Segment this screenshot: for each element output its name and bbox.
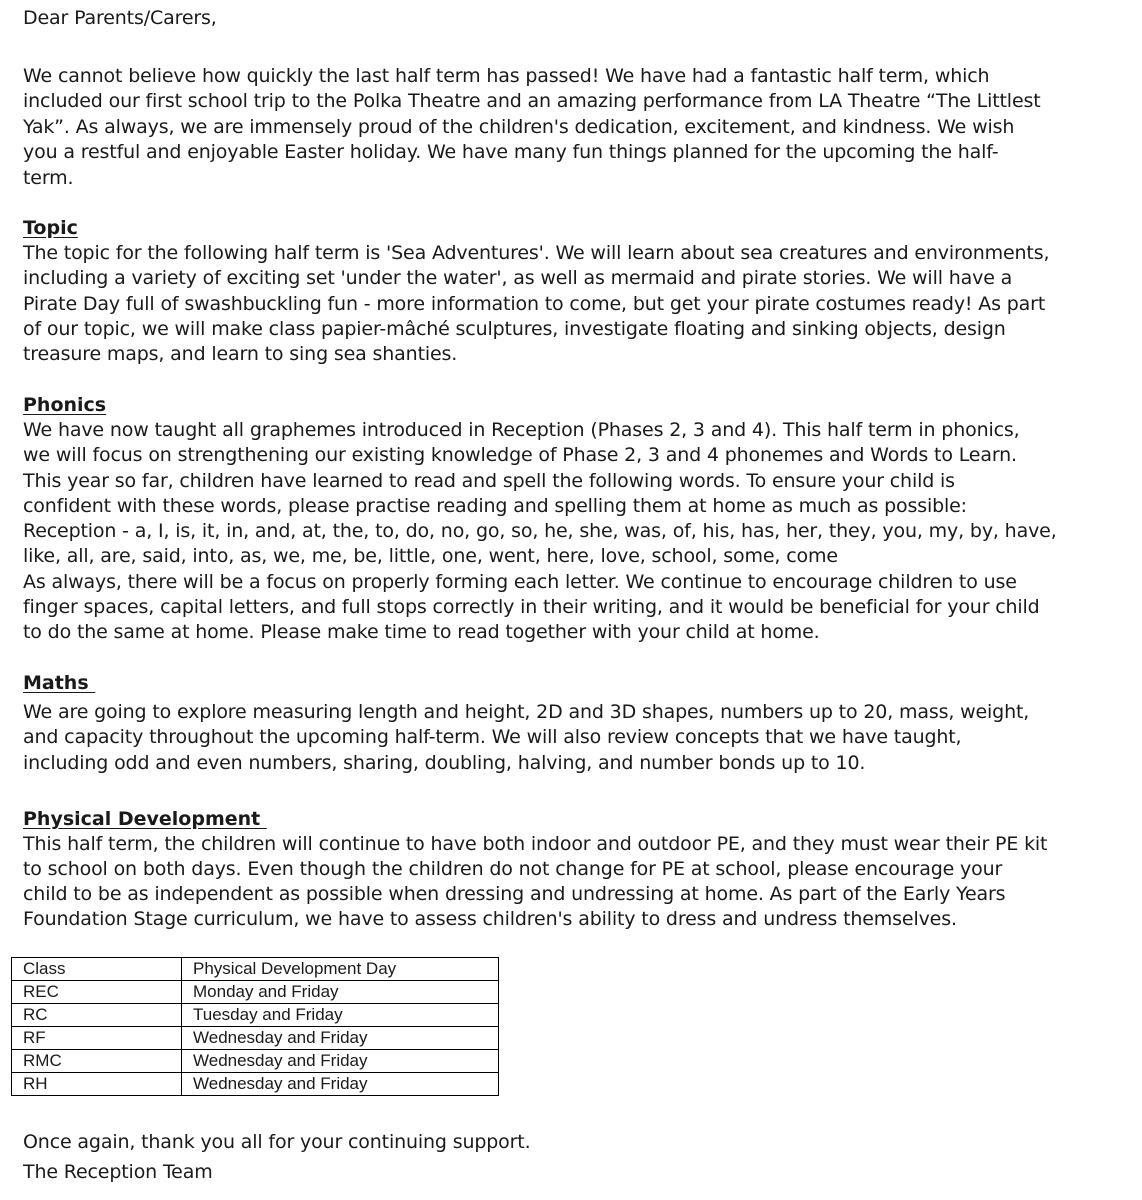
table-cell-class: RC (12, 1004, 182, 1027)
table-row (12, 1004, 499, 1027)
topic-line: of our topic, we will make class papier-mâché sculptures, investigate floating and sinking objects, design (23, 318, 1006, 340)
table-row (12, 981, 499, 1004)
phonics-line: This year so far, children have learned to read and spell the following words. To ensure your child is (23, 470, 955, 492)
physical-development-line: child to be as independent as possible when dressing and undressing at home. As part of the Early Years (23, 883, 1006, 905)
table-row (12, 1073, 499, 1096)
greeting: Dear Parents/Carers, (23, 7, 217, 29)
table-header-row (12, 958, 499, 981)
topic-line: The topic for the following half term is 'Sea Adventures'. We will learn about sea creatures and environments, (23, 242, 1050, 264)
intro-line: included our first school trip to the Polka Theatre and an amazing performance from LA Theatre “The Littlest (23, 90, 1041, 112)
intro-line: Yak”. As always, we are immensely proud of the children's dedication, excitement, and kindness. We wish (23, 116, 1015, 138)
topic-line: treasure maps, and learn to sing sea shanties. (23, 343, 458, 365)
intro-line: We cannot believe how quickly the last half term has passed! We have had a fantastic half term, which (23, 65, 990, 87)
phonics-line: confident with these words, please practise reading and spelling them at home as much as possible: (23, 495, 967, 517)
closing-thanks: Once again, thank you all for your continuing support. (23, 1131, 531, 1153)
table-row (12, 1027, 499, 1050)
table-cell-class: REC (12, 981, 182, 1004)
table-cell-class: RH (12, 1073, 182, 1096)
phonics-word-list: like, all, are, said, into, as, we, me, be, little, one, went, here, love, school, some, come (23, 545, 838, 567)
pe-schedule-table (11, 957, 499, 1096)
table-cell-class: RMC (12, 1050, 182, 1073)
intro-line: you a restful and enjoyable Easter holiday. We have many fun things planned for the upcoming the half- (23, 141, 999, 163)
phonics-line: we will focus on strengthening our existing knowledge of Phase 2, 3 and 4 phonemes and Words to Learn. (23, 444, 1017, 466)
phonics-heading: Phonics (23, 394, 107, 416)
phonics-line: We have now taught all graphemes introduced in Reception (Phases 2, 3 and 4). This half term in phonics, (23, 419, 1020, 441)
table-cell-class: RF (12, 1027, 182, 1050)
phonics-line: finger spaces, capital letters, and full stops correctly in their writing, and it would be beneficial for your child (23, 596, 1040, 618)
phonics-line: As always, there will be a focus on properly forming each letter. We continue to encourage children to use (23, 571, 1017, 593)
signature: The Reception Team (23, 1161, 213, 1183)
intro-line: term. (23, 167, 74, 189)
physical-development-line: Foundation Stage curriculum, we have to assess children's ability to dress and undress themselves. (23, 908, 957, 930)
table-cell-day: Wednesday and Friday (182, 1073, 499, 1096)
table-cell-day: Wednesday and Friday (182, 1027, 499, 1050)
table-cell-day: Monday and Friday (182, 981, 499, 1004)
phonics-word-list: Reception - a, I, is, it, in, and, at, the, to, do, no, go, so, he, she, was, of, his, has, her, they, you, my, by, have, (23, 520, 1057, 542)
maths-line: including odd and even numbers, sharing, doubling, halving, and number bonds up to 10. (23, 752, 866, 774)
maths-line: and capacity throughout the upcoming half-term. We will also review concepts that we have taught, (23, 726, 962, 748)
topic-line: including a variety of exciting set 'under the water', as well as mermaid and pirate stories. We will have a (23, 267, 1013, 289)
table-cell-day: Tuesday and Friday (182, 1004, 499, 1027)
physical-development-line: to school on both days. Even though the children do not change for PE at school, please encourage your (23, 858, 1003, 880)
phonics-line: to do the same at home. Please make time to read together with your child at home. (23, 621, 820, 643)
maths-heading: Maths (23, 672, 96, 694)
topic-line: Pirate Day full of swashbuckling fun - more information to come, but get your pirate costumes ready! As part (23, 293, 1046, 315)
maths-line: We are going to explore measuring length and height, 2D and 3D shapes, numbers up to 20, mass, weight, (23, 701, 1030, 723)
table-header-class: Class (12, 958, 182, 981)
table-cell-day: Wednesday and Friday (182, 1050, 499, 1073)
physical-development-line: This half term, the children will continue to have both indoor and outdoor PE, and they must wear their PE kit (23, 833, 1048, 855)
table-header-day: Physical Development Day (182, 958, 499, 981)
physical-development-heading: Physical Development (23, 808, 267, 830)
table-row (12, 1050, 499, 1073)
topic-heading: Topic (23, 217, 78, 239)
